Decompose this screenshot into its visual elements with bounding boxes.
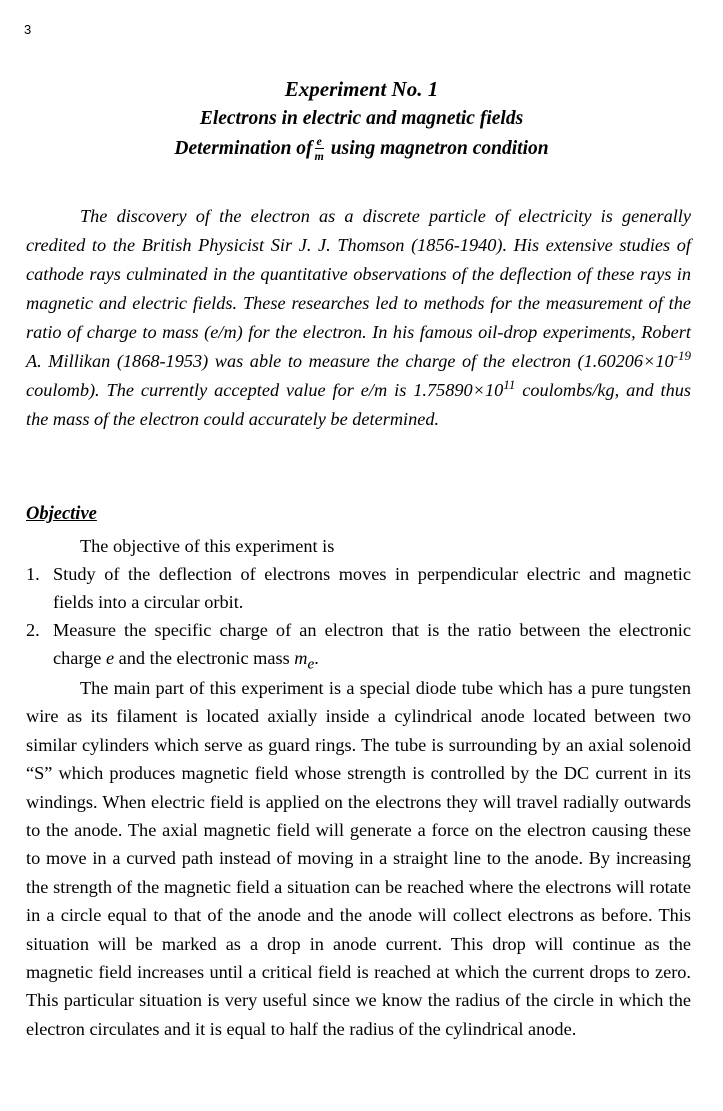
experiment-title: Experiment No. 1 <box>284 77 439 101</box>
intro-paragraph <box>26 202 691 434</box>
symbol-m: m <box>294 648 308 668</box>
topic-suffix: using magnetron condition <box>325 138 549 159</box>
exponent-charge: -19 <box>673 347 691 363</box>
experiment-topic <box>0 134 723 164</box>
objective-item-text: Study of the deflection of electrons moves in perpendicular electric and magnetic fields into a circular orbit. <box>53 564 691 612</box>
main-paragraph: The main part of this experiment is a special diode tube which has a pure tungsten wire as its filament is located axially inside a cylindrical anode located between two similar cylinders which serve as guard rings. The tube is surrounding by an axial solenoid “S” which produces magnetic field whose strength is controlled by the DC current in its windings. When electric field is applied on the electrons they will travel radially outwards to the anode. The axial magnetic field will generate a force on the electron causing these to move in a curved path instead of moving in a straight line to the anode. By increasing the strength of the magnetic field a situation can be reached where the electrons will rotate in a circle equal to that of the anode and the anode will collect electrons as before. This situation will be marked as a drop in anode current. This drop will continue as the magnetic field increases until a critical field is reached at which the current drops to zero. This particular situation is very useful since we know the radius of the circle in which the electron circulates and it is equal to half the radius of the cylindrical anode. <box>26 678 691 1039</box>
experiment-subtitle: Electrons in electric and magnetic fields <box>199 108 524 129</box>
symbol-m-subscript: e <box>307 655 315 673</box>
objective-item-text-b: and the electronic mass <box>114 648 295 668</box>
fraction-numerator: e <box>315 135 324 149</box>
topic-prefix: Determination of <box>174 138 313 159</box>
objective-heading: Objective <box>26 504 97 524</box>
objective-item-text-a: Measure the specific charge of an electron that is the ratio between the electronic charge <box>53 620 691 668</box>
objective-item-number: 1. <box>26 564 40 584</box>
intro-part-1: The discovery of the electron as a discrete particle of electricity is generally credited to the British Physicist Sir J. J. Thomson (1856-1940). His extensive studies of cathode rays culminated in the quantitative observations of the deflection of these rays in magnetic and electric fields. These researches led to methods for the measurement of the ratio of charge to mass (e/m) for the electron. In his famous oil-drop experiments, Robert A. Millikan (1868-1953) was able to measure the charge of the electron (1.60206×10 <box>26 206 691 371</box>
exponent-ratio: 11 <box>503 376 516 392</box>
objective-item-number: 2. <box>26 620 40 640</box>
objective-item-text-c: . <box>314 648 319 668</box>
e-over-m-fraction <box>315 135 324 162</box>
title-block <box>0 74 723 164</box>
objective-item <box>26 560 691 616</box>
objective-list <box>26 560 691 679</box>
intro-part-2: coulomb). The currently accepted value for e/m is 1.75890×10 <box>26 380 504 400</box>
symbol-e: e <box>105 648 115 668</box>
intro-part-3: coulombs/kg, and thus the mass of the electron could accurately be determined. <box>26 380 691 429</box>
page-number: 3 <box>24 22 32 37</box>
fraction-denominator: m <box>314 149 324 164</box>
objective-item <box>26 616 691 679</box>
objective-intro: The objective of this experiment is <box>80 536 335 556</box>
